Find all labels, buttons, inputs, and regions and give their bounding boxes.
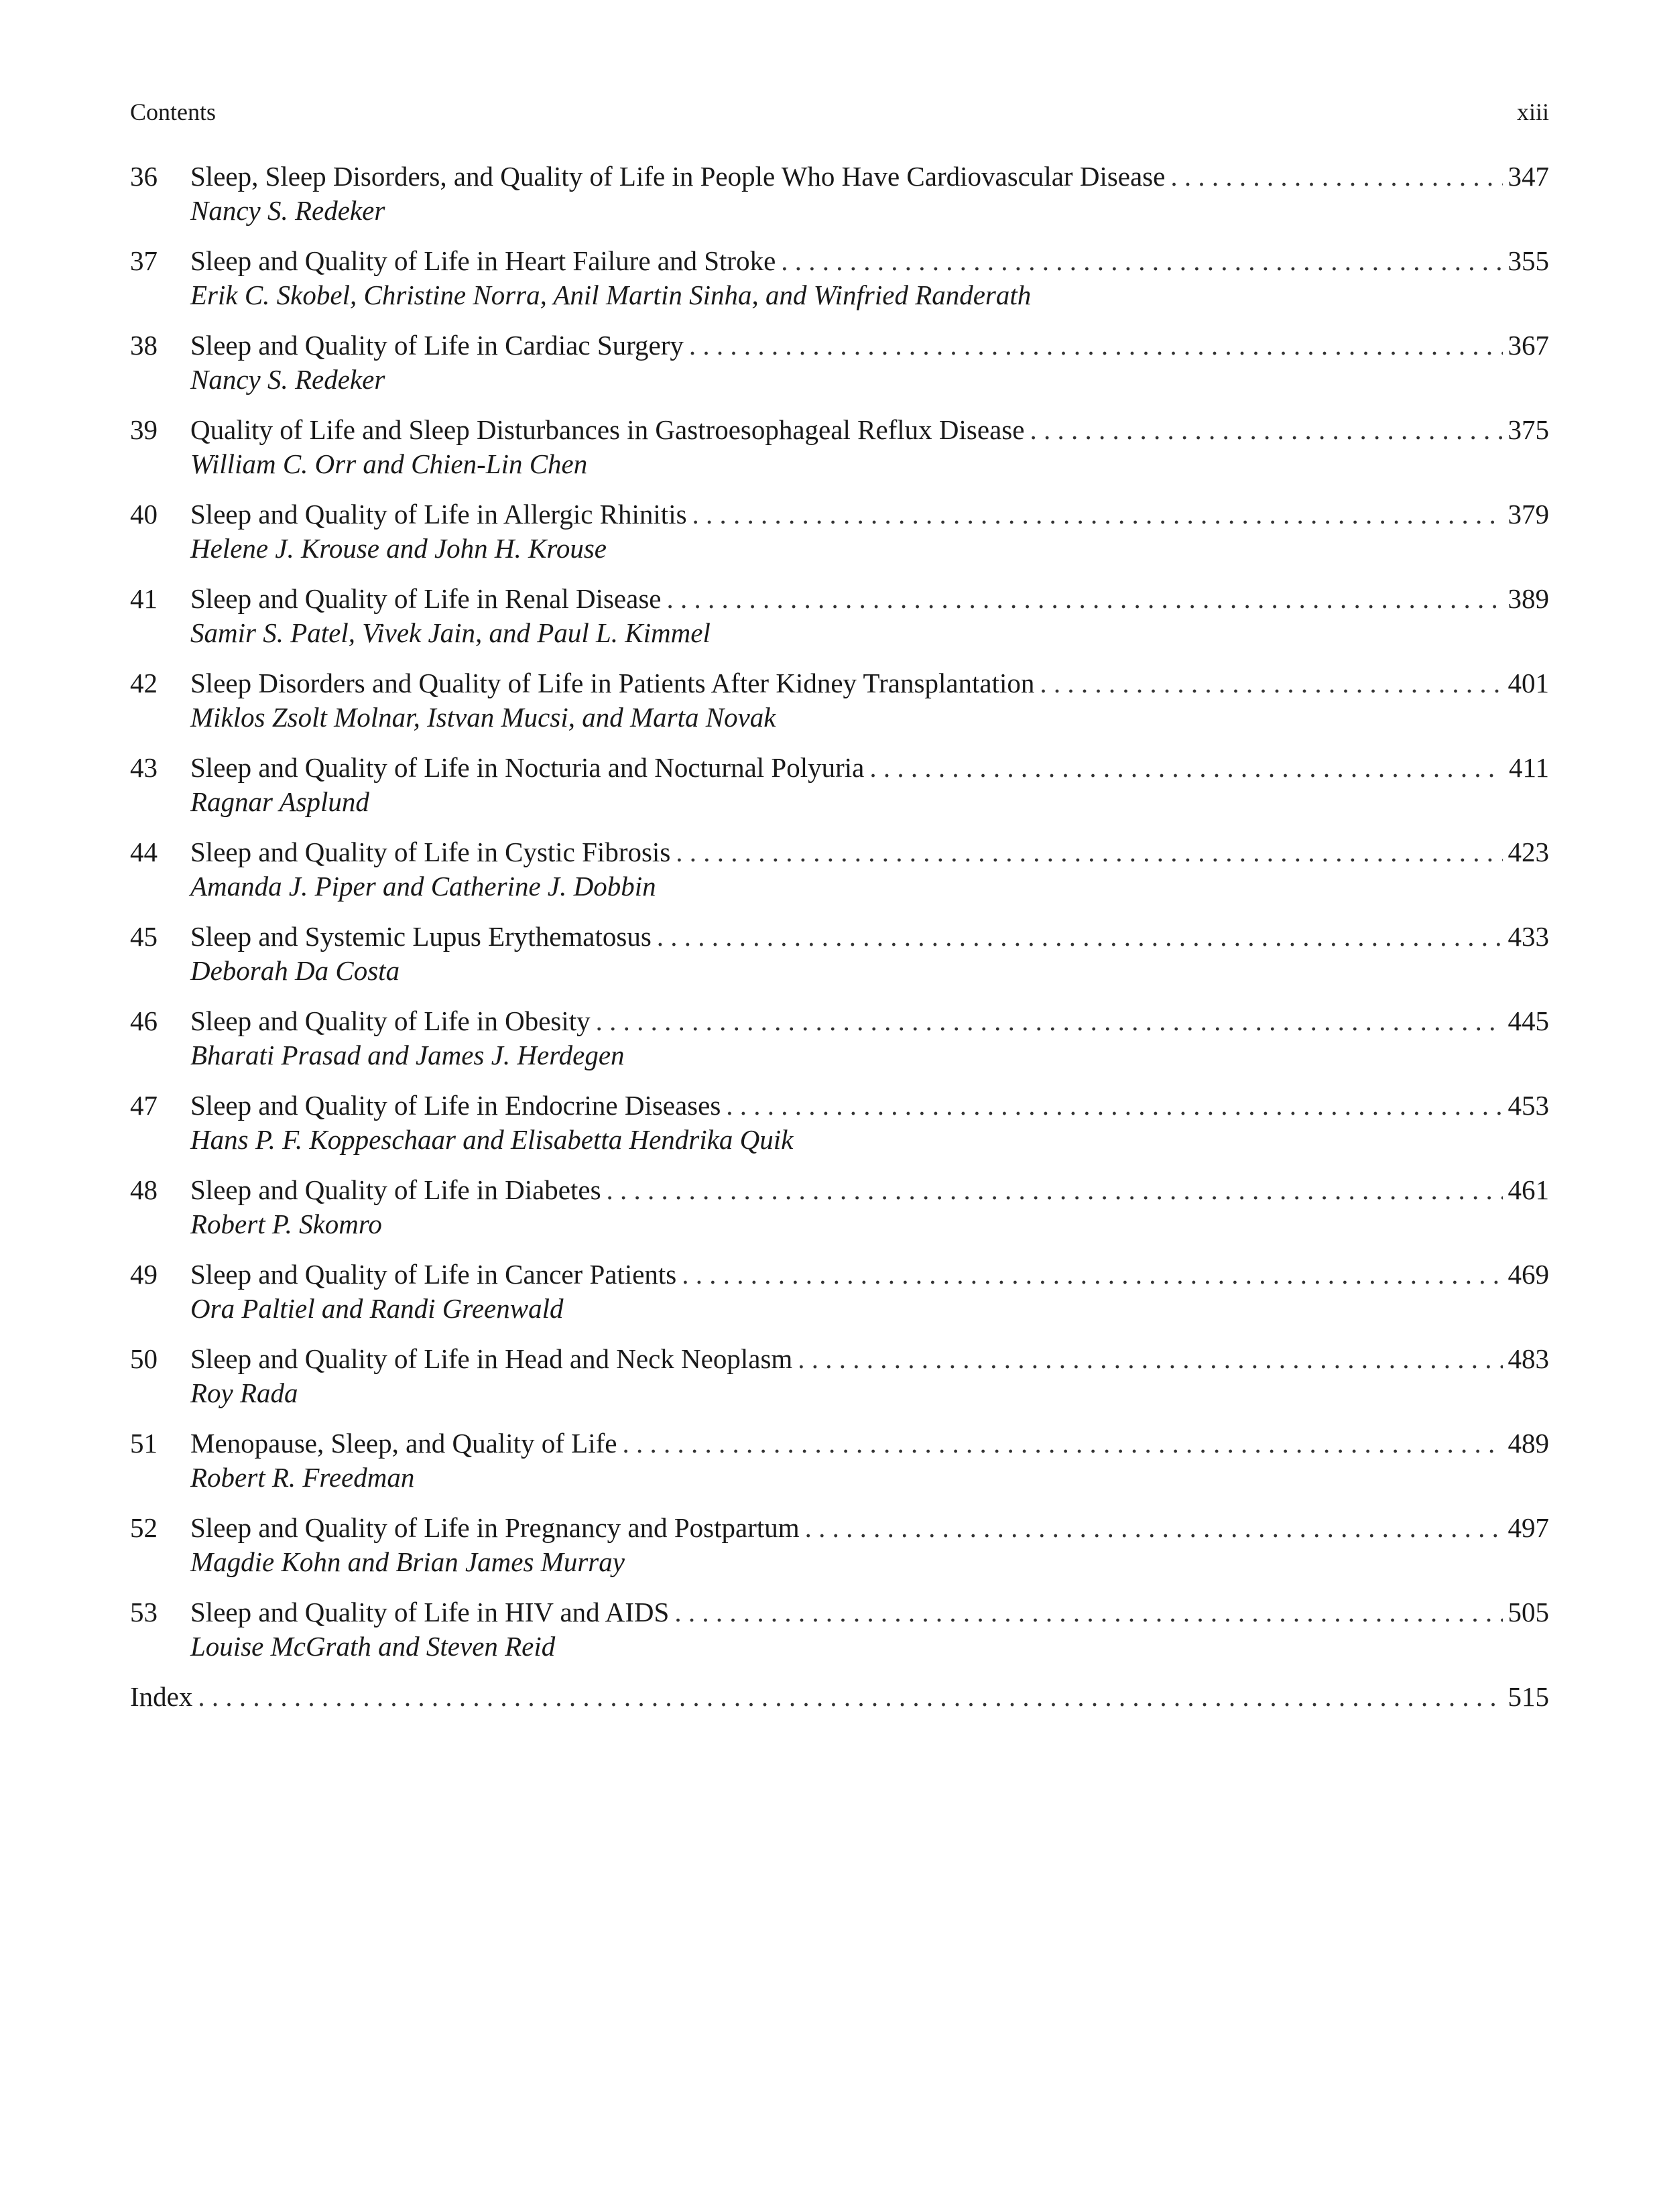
toc-entry-line	[130, 920, 1549, 954]
toc-entry-line	[130, 1089, 1549, 1123]
chapter-number: 48	[130, 1174, 158, 1205]
chapter-title: Quality of Life and Sleep Disturbances in Gastroesophageal Reflux Disease	[190, 414, 1025, 445]
toc-index-page: 515	[1508, 1681, 1549, 1712]
toc-entry-line	[130, 413, 1549, 447]
chapter-page: 505	[1508, 1597, 1549, 1627]
chapter-authors: William C. Orr and Chien-Lin Chen	[190, 448, 588, 479]
chapter-number: 53	[130, 1597, 158, 1627]
chapter-title: Sleep and Quality of Life in Nocturia and Nocturnal Polyuria	[190, 752, 865, 783]
toc-entry-line	[130, 582, 1549, 616]
chapter-page: 489	[1508, 1428, 1549, 1459]
toc-entry-line	[130, 751, 1549, 785]
chapter-authors: Ragnar Asplund	[190, 786, 369, 817]
chapter-title: Sleep and Quality of Life in Pregnancy and Postpartum	[190, 1512, 800, 1543]
page-number: xiii	[1516, 99, 1549, 125]
dot-leader	[692, 497, 1503, 532]
chapter-page: 347	[1508, 161, 1549, 192]
chapter-page: 367	[1508, 330, 1549, 361]
chapter-page: 461	[1508, 1174, 1549, 1205]
chapter-authors: Samir S. Patel, Vivek Jain, and Paul L. Kimmel	[190, 617, 711, 648]
chapter-title: Sleep and Quality of Life in Cystic Fibrosis	[190, 837, 671, 867]
chapter-number: 52	[130, 1512, 158, 1543]
chapter-title: Sleep and Quality of Life in Obesity	[190, 1005, 591, 1036]
dot-leader	[1040, 666, 1502, 700]
toc-entry-line	[130, 1342, 1549, 1376]
chapter-authors: Robert P. Skomro	[190, 1209, 382, 1239]
toc-entry[interactable]	[130, 582, 1549, 666]
toc-entry-line	[130, 666, 1549, 700]
chapter-authors: Deborah Da Costa	[190, 955, 400, 986]
chapter-title: Sleep and Quality of Life in Heart Failure and Stroke	[190, 245, 776, 276]
chapter-authors: Bharati Prasad and James J. Herdegen	[190, 1040, 625, 1070]
running-header	[130, 98, 1549, 126]
dot-leader	[726, 1089, 1502, 1123]
chapter-page: 497	[1508, 1512, 1549, 1543]
chapter-title: Sleep and Quality of Life in Diabetes	[190, 1174, 601, 1205]
table-of-contents	[130, 160, 1549, 1714]
dot-leader	[676, 835, 1502, 869]
chapter-number: 42	[130, 668, 158, 698]
chapter-page: 423	[1508, 837, 1549, 867]
dot-leader	[657, 920, 1503, 954]
chapter-title: Sleep and Quality of Life in Allergic Rhinitis	[190, 499, 687, 530]
dot-leader	[596, 1004, 1503, 1038]
toc-entry-line	[130, 1257, 1549, 1292]
toc-entry-line	[130, 1426, 1549, 1461]
chapter-authors: Roy Rada	[190, 1377, 298, 1408]
toc-entry[interactable]	[130, 328, 1549, 413]
toc-entry-line	[130, 497, 1549, 532]
toc-entry[interactable]	[130, 160, 1549, 244]
chapter-title: Menopause, Sleep, and Quality of Life	[190, 1428, 617, 1459]
chapter-page: 453	[1508, 1090, 1549, 1121]
chapter-number: 36	[130, 161, 158, 192]
chapter-page: 389	[1508, 583, 1549, 614]
chapter-number: 45	[130, 921, 158, 952]
chapter-authors: Hans P. F. Koppeschaar and Elisabetta Hendrika Quik	[190, 1124, 794, 1155]
toc-entry[interactable]	[130, 751, 1549, 835]
toc-entry[interactable]	[130, 1342, 1549, 1426]
toc-entry[interactable]	[130, 1595, 1549, 1680]
chapter-authors: Amanda J. Piper and Catherine J. Dobbin	[190, 871, 656, 902]
toc-entry-line	[130, 1173, 1549, 1207]
toc-entry[interactable]	[130, 1004, 1549, 1089]
chapter-authors: Louise McGrath and Steven Reid	[190, 1631, 556, 1662]
chapter-page: 483	[1508, 1343, 1549, 1374]
toc-entry-line	[130, 1595, 1549, 1630]
toc-entry[interactable]	[130, 1257, 1549, 1342]
dot-leader	[1170, 160, 1502, 194]
chapter-authors: Nancy S. Redeker	[190, 195, 385, 226]
chapter-number: 38	[130, 330, 158, 361]
chapter-title: Sleep and Quality of Life in Renal Disease	[190, 583, 662, 614]
chapter-number: 46	[130, 1005, 158, 1036]
chapter-title: Sleep and Quality of Life in Cardiac Surgery	[190, 330, 684, 361]
toc-entry-line	[130, 244, 1549, 278]
dot-leader	[674, 1595, 1502, 1630]
dot-leader	[682, 1257, 1502, 1292]
dot-leader	[689, 328, 1503, 363]
chapter-title: Sleep Disorders and Quality of Life in Patients After Kidney Transplantation	[190, 668, 1035, 698]
toc-entry[interactable]	[130, 1089, 1549, 1173]
toc-entry[interactable]	[130, 413, 1549, 497]
toc-entry[interactable]	[130, 1173, 1549, 1257]
chapter-authors: Ora Paltiel and Randi Greenwald	[190, 1293, 564, 1324]
toc-entry-line	[130, 1004, 1549, 1038]
chapter-title: Sleep and Quality of Life in Endocrine Diseases	[190, 1090, 721, 1121]
dot-leader	[1030, 413, 1502, 447]
toc-entry[interactable]	[130, 497, 1549, 582]
chapter-authors: Erik C. Skobel, Christine Norra, Anil Martin Sinha, and Winfried Randerath	[190, 280, 1032, 310]
chapter-number: 37	[130, 245, 158, 276]
dot-leader	[805, 1511, 1503, 1545]
chapter-number: 49	[130, 1259, 158, 1290]
chapter-authors: Helene J. Krouse and John H. Krouse	[190, 533, 607, 564]
chapter-authors: Robert R. Freedman	[190, 1462, 415, 1493]
chapter-page: 355	[1508, 245, 1549, 276]
chapter-page: 375	[1508, 414, 1549, 445]
dot-leader	[869, 751, 1503, 785]
toc-entry[interactable]	[130, 1511, 1549, 1595]
chapter-page: 433	[1508, 921, 1549, 952]
chapter-authors: Miklos Zsolt Molnar, Istvan Mucsi, and Marta Novak	[190, 702, 776, 733]
dot-leader	[798, 1342, 1502, 1376]
toc-entry-line	[130, 835, 1549, 869]
dot-leader	[781, 244, 1502, 278]
chapter-number: 39	[130, 414, 158, 445]
chapter-number: 41	[130, 583, 158, 614]
chapter-title: Sleep and Quality of Life in Cancer Patients	[190, 1259, 677, 1290]
chapter-page: 379	[1508, 499, 1549, 530]
chapter-number: 47	[130, 1090, 158, 1121]
chapter-page: 401	[1508, 668, 1549, 698]
toc-entry[interactable]	[130, 1426, 1549, 1511]
chapter-number: 44	[130, 837, 158, 867]
toc-entry[interactable]	[130, 835, 1549, 920]
chapter-page: 411	[1509, 752, 1549, 783]
toc-index-entry[interactable]	[130, 1680, 1549, 1714]
chapter-title: Sleep and Quality of Life in HIV and AIDS	[190, 1597, 670, 1627]
dot-leader	[607, 1173, 1503, 1207]
dot-leader	[667, 582, 1503, 616]
dot-leader	[198, 1680, 1502, 1714]
chapter-page: 469	[1508, 1259, 1549, 1290]
chapter-authors: Nancy S. Redeker	[190, 364, 385, 395]
toc-index-title: Index	[130, 1681, 193, 1712]
toc-entry-line	[130, 328, 1549, 363]
dot-leader	[622, 1426, 1502, 1461]
toc-entry[interactable]	[130, 244, 1549, 328]
toc-entry-line	[130, 160, 1549, 194]
chapter-number: 40	[130, 499, 158, 530]
toc-entry[interactable]	[130, 666, 1549, 751]
running-header-section: Contents	[130, 99, 217, 125]
toc-entry[interactable]	[130, 920, 1549, 1004]
chapter-title: Sleep, Sleep Disorders, and Quality of Life in People Who Have Cardiovascular Disease	[190, 161, 1166, 192]
chapter-title: Sleep and Systemic Lupus Erythematosus	[190, 921, 652, 952]
chapter-title: Sleep and Quality of Life in Head and Neck Neoplasm	[190, 1343, 793, 1374]
toc-entry-line	[130, 1511, 1549, 1545]
chapter-page: 445	[1508, 1005, 1549, 1036]
chapter-number: 50	[130, 1343, 158, 1374]
chapter-authors: Magdie Kohn and Brian James Murray	[190, 1546, 625, 1577]
chapter-number: 43	[130, 752, 158, 783]
chapter-number: 51	[130, 1428, 158, 1459]
